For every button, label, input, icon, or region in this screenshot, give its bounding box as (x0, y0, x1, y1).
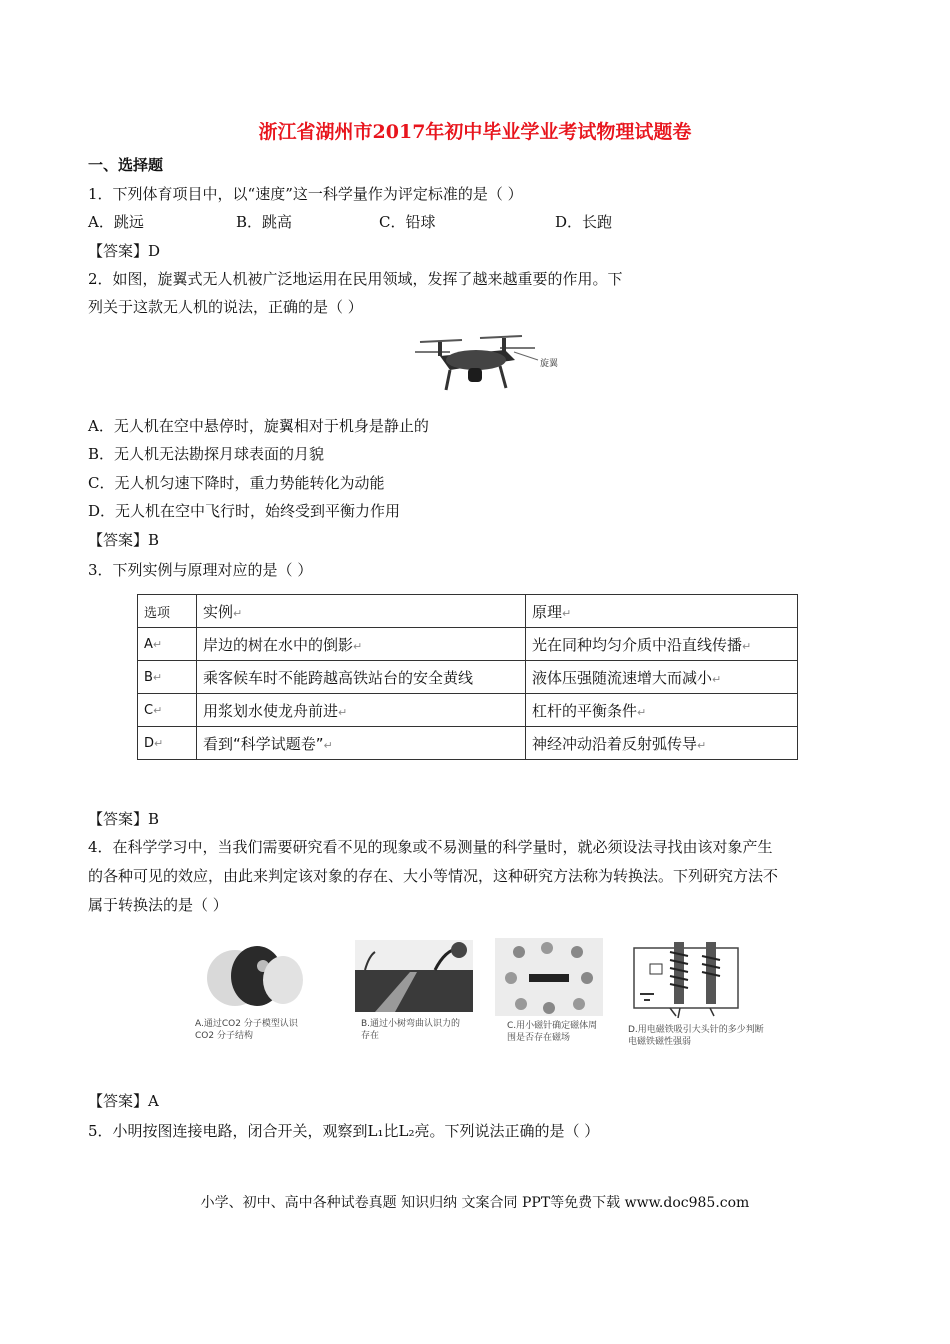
table-cell: 光在同种均匀介质中沿直线传播↵ (526, 628, 798, 661)
q2-option-d: D．无人机在空中飞行时，始终受到平衡力作用 (88, 502, 401, 520)
table-row (138, 727, 798, 760)
table-cell: 神经冲动沿着反射弧传导↵ (526, 727, 798, 760)
table-cell: 液体压强随流速增大而减小↵ (526, 661, 798, 694)
q2-option-a: A．无人机在空中悬停时，旋翼相对于机身是静止的 (88, 417, 429, 435)
page-footer: 小学、初中、高中各种试卷真题 知识归纳 文案合同 PPT等免费下载 www.doc985.com (200, 1195, 750, 1211)
table-row (138, 661, 798, 694)
table-cell: 杠杆的平衡条件↵ (526, 694, 798, 727)
section-heading: 一、选择题 (88, 156, 164, 174)
question-3-stem: 3．下列实例与原理对应的是（ ） (88, 561, 313, 579)
question-1-stem: 1．下列体育项目中，以“速度”这一科学量作为评定标准的是（ ） (88, 185, 523, 203)
drone-image (410, 330, 580, 400)
figure-c-magnet-compass (495, 938, 605, 1050)
question-2-stem-line1: 2．如图，旋翼式无人机被广泛地运用在民用领域，发挥了越来越重要的作用。下 (88, 270, 623, 288)
table-cell: 看到“科学试题卷”↵ (197, 727, 526, 760)
question-4-stem-line3: 属于转换法的是（ ） (88, 896, 228, 914)
table-cell: D↵ (138, 727, 197, 760)
q1-option-a: A．跳远 (88, 213, 144, 231)
q1-answer: 【答案】D (88, 242, 161, 260)
q2-option-c: C．无人机匀速下降时，重力势能转化为动能 (88, 474, 385, 492)
drone-rotor-label: 旋翼 (540, 359, 559, 369)
q4-answer: 【答案】A (88, 1092, 159, 1110)
table-row (138, 628, 798, 661)
figure-d-electromagnet (630, 938, 770, 1052)
table-header-cell: 选项 (138, 595, 197, 628)
q2-answer: 【答案】B (88, 531, 160, 549)
table-cell: 岸边的树在水中的倒影↵ (197, 628, 526, 661)
table-cell: 用浆划水使龙舟前进↵ (197, 694, 526, 727)
q1-option-c: C．铅球 (379, 213, 436, 231)
table-header-cell: 实例↵ (197, 595, 526, 628)
table-cell: B↵ (138, 661, 197, 694)
figure-b-caption: B.通过小树弯曲认识力的存在 (361, 1019, 461, 1041)
table-header-cell: 原理↵ (526, 595, 798, 628)
question-4-stem-line2: 的各种可见的效应，由此来判定该对象的存在、大小等情况，这种研究方法称为转换法。下列研究方法不 (88, 867, 779, 885)
figure-c-caption: C.用小磁针确定磁体周围是否存在磁场 (507, 1021, 598, 1043)
table-row (138, 694, 798, 727)
question-5-stem: 5．小明按图连接电路，闭合开关，观察到L₁比L₂亮。下列说法正确的是（ ） (88, 1122, 600, 1140)
q1-option-b: B．跳高 (236, 213, 293, 231)
figure-d-caption: D.用电磁铁吸引大头针的多少判断电磁铁磁性强弱 (628, 1025, 764, 1047)
table-cell: A↵ (138, 628, 197, 661)
table-cell: C↵ (138, 694, 197, 727)
table-header-row (138, 595, 798, 628)
document-title: 浙江省湖州市2017年初中毕业学业考试物理试题卷 (258, 121, 692, 143)
q1-option-d: D．长跑 (555, 213, 613, 231)
figure-b-bent-tree (355, 940, 475, 1050)
q2-option-b: B．无人机无法勘探月球表面的月貌 (88, 445, 325, 463)
q3-answer: 【答案】B (88, 810, 160, 828)
table-cell: 乘客候车时不能跨越高铁站台的安全黄线 (197, 661, 526, 694)
figure-a-co2-model (195, 940, 315, 1050)
principle-table (137, 594, 798, 760)
question-4-stem-line1: 4．在科学学习中，当我们需要研究看不见的现象或不易测量的科学量时，就必须设法寻找由该对象产生 (88, 838, 773, 856)
figure-a-caption: A.通过CO2 分子模型认识CO2 分子结构 (195, 1019, 298, 1041)
question-2-stem-line2: 列关于这款无人机的说法，正确的是（ ） (88, 298, 363, 316)
